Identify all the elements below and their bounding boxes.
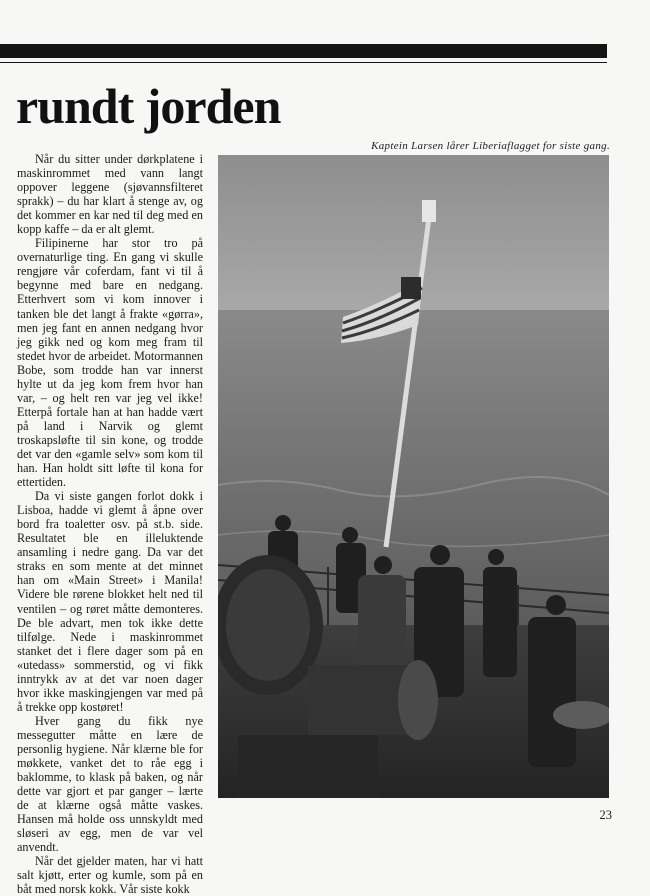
pole-lamp xyxy=(422,200,436,222)
article-title: rundt jorden xyxy=(16,78,281,134)
article-paragraph: Filipinerne har stor tro på overnaturlige ting. En gang vi skulle rengjøre vår coferdam, fant vi til å begynne med bare en nedgang. Etterhvert som vi kom innover i tanken ble det langt å frakte «gørra», men jeg fant en annen nedgang hvor jeg gikk ned og kom meg fram til stedet hvor de arbeidet. Motormannen Bobe, som trodde han var innerst hylte ut da jeg kom frem hvor han var, – og helt ren var jeg vel ikke! Etterpå fortale han at han hadde vært på land i Narvik og glemt troskapsløfte til sin kone, og trodde det var den «gamle selv» som kom til han. Han holdt sitt løfte til kona for ettertiden. xyxy=(17,236,203,490)
article-body xyxy=(17,152,203,896)
article-paragraph: Hver gang du fikk nye messegutter måtte en lære de personlig hygiene. Når klærne ble for møkkete, vanket det to råe egg i baklomme, to klask på baken, og når dette var gjort et par ganger – lærte de at klærne også måtte vaskes. Hansen må holde oss unnskyldt med sløseri av egg, men de var vel anvendt. xyxy=(17,713,203,855)
article-paragraph: Når det gjelder maten, har vi hatt salt kjøtt, erter og kumle, som på en båt med norsk kokk. Vår siste kokk xyxy=(17,854,203,896)
photo-caption: Kaptein Larsen lårer Liberiaflagget for siste gang. xyxy=(371,140,610,152)
photo-illustration xyxy=(218,155,609,798)
article-paragraph: Når du sitter under dørkplatene i maskinrommet med vann langt oppover leggene (sjøvannsfilteret sprakk) – du har klart å stenge av, og det kommer en kar ned til deg med en kopp kaffe – da er alt glemt. xyxy=(17,152,203,237)
header-rule-thin xyxy=(0,62,607,63)
header-rule-thick xyxy=(0,44,607,58)
ship-deck-flag-photo xyxy=(218,155,609,798)
page-number: 23 xyxy=(599,808,612,822)
article-paragraph: Da vi siste gangen forlot dokk i Lisboa, hadde vi glemt å åpne over bord fra toaletter osv. på st.b. side. Resultatet ble en illeluktende ansamling i nedre gang. Da var det straks en som mente at det minnet han om «Main Street» i Manila! Videre ble rørene blokket helt ned til ventilen – og røret måtte demonteres. De ble advart, men tok ikke dette tilfølge. Nede i maskinrommet stanket det i flere dager som på en «utedass» sommerstid, og vi fikk inntrykk av at det var noen dager hvor ikke maskingjengen var med på å trekke opp kostøret! xyxy=(17,489,203,714)
